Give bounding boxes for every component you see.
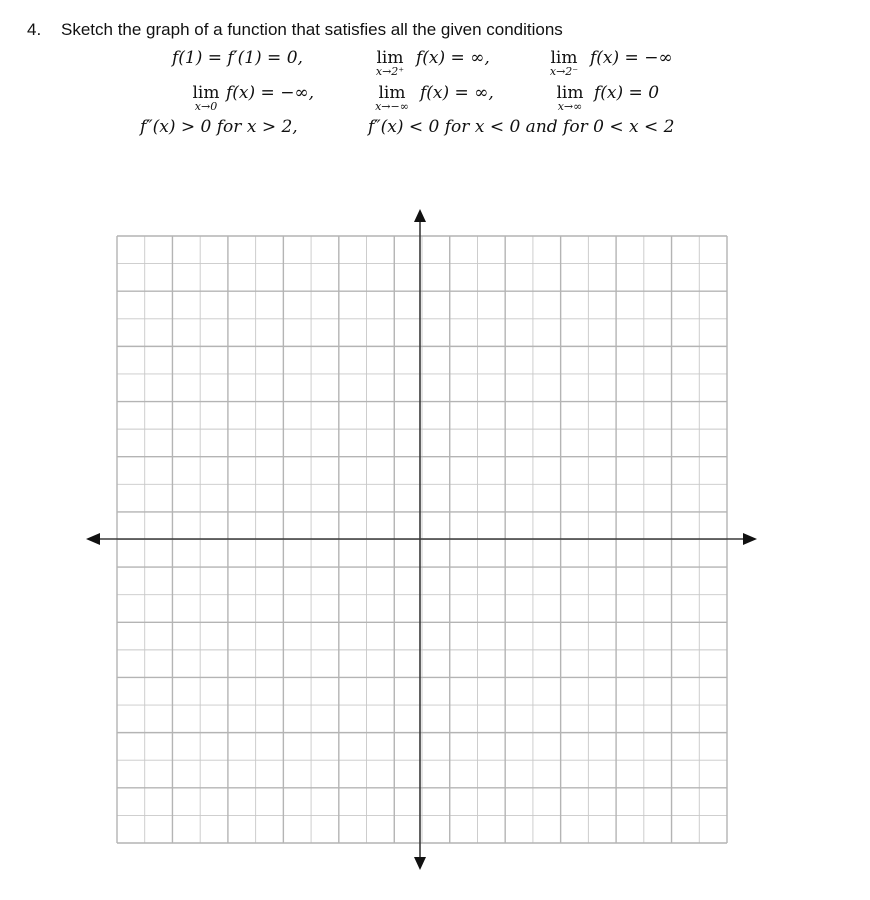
lim-subscript: x→0 (194, 100, 218, 113)
limit-x-to-0-expr: f(x) = −∞, (226, 83, 315, 103)
y-axis-down-arrow (414, 857, 426, 870)
condition-concave-down: f″(x) < 0 for x < 0 and for 0 < x < 2 (368, 117, 675, 137)
limit-x-to-2-minus-expr: f(x) = −∞ (590, 48, 673, 68)
problem-prompt: Sketch the graph of a function that satisfies all the given conditions (61, 20, 563, 39)
limit-x-to-infinity-expr: f(x) = 0 (594, 83, 660, 103)
lim-word: lim (376, 48, 404, 68)
lim-word: lim (378, 83, 406, 103)
lim-subscript: x→∞ (557, 100, 583, 113)
lim-subscript: x→−∞ (375, 100, 409, 113)
lim-word: lim (556, 83, 584, 103)
y-axis-up-arrow (414, 209, 426, 222)
condition-f1: f(1) = f′(1) = 0, (172, 48, 303, 68)
limit-x-to-2-plus-expr: f(x) = ∞, (416, 48, 490, 68)
condition-concave-up: f″(x) > 0 for x > 2, (140, 117, 298, 137)
x-axis-right-arrow (743, 533, 757, 545)
lim-subscript: x→2⁻ (549, 65, 579, 78)
problem-number: 4. (27, 20, 42, 39)
lim-subscript: x→2⁺ (375, 65, 405, 78)
limit-x-to-neg-infinity-expr: f(x) = ∞, (420, 83, 494, 103)
lim-word: lim (550, 48, 578, 68)
lim-word: lim (192, 83, 220, 103)
x-axis-left-arrow (86, 533, 100, 545)
